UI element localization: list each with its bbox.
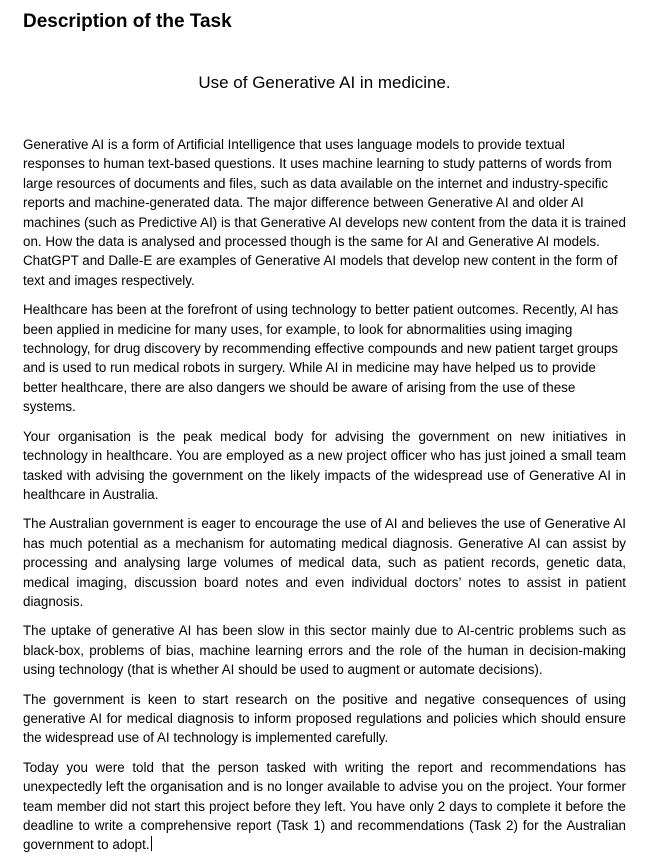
paragraph-organisation-role: Your organisation is the peak medical body for advising the government on new initiatives in technology in healthcare. You are employed as a new project officer who has just joined a small team tasked with advising the government on the likely impacts of the widespread use of Generative AI in healthcare in Australia. <box>23 428 626 502</box>
text-cursor <box>151 836 152 851</box>
paragraph-generative-ai-definition: Generative AI is a form of Artificial Intelligence that uses language models to provide textual responses to human text-based questions. It uses machine learning to study patterns of words from large resources of documents and files, such as data available on the internet and industry-specific reports and machine-generated data. The major difference between Generative AI and older AI machines (such as Predictive AI) is that Generative AI develops new content from the data it is trained on. How the data is analysed and processed though is the same for AI and Generative AI models. ChatGPT and Dalle-E are examples of Generative AI models that develop new content in the form of text and images respectively. <box>23 137 626 288</box>
paragraph-healthcare-ai: Healthcare has been at the forefront of using technology to better patient outcomes. Recently, AI has been applied in medicine for many uses, for example, to look for abnormalities using imaging technology, for drug discovery by recommending effective compounds and new patient target groups and is used to run medical robots in surgery. While AI in medicine may have helped us to provide better healthcare, there are also dangers we should be aware of arising from the use of these systems. <box>23 302 619 415</box>
document-heading: Description of the Task <box>23 11 232 32</box>
paragraph-research-intent: The government is keen to start research on the positive and negative consequences of using generative AI for medical diagnosis to inform proposed regulations and policies which should ensure the widespread use of AI technology is implemented carefully. <box>23 691 626 746</box>
paragraph-task-situation-text: Today you were told that the person tasked with writing the report and recommendations has unexpectedly left the organisation and is no longer available to advise you on the project. Your former team member did not start this project before they left. You have only 2 days to complete it before the deadline to write a comprehensive report (Task 1) and recommendations (Task 2) for the Australian government to adopt. <box>23 759 626 853</box>
document-page <box>23 0 626 865</box>
paragraph-task-situation[interactable] <box>23 758 626 855</box>
document-subtitle: Use of Generative AI in medicine. <box>198 73 451 92</box>
document-body <box>23 135 626 855</box>
paragraph-uptake-problems: The uptake of generative AI has been slow in this sector mainly due to AI-centric problems such as black-box, problems of bias, machine learning errors and the role of the human in decision-making using technology (that is whether AI should be used to augment or automate decisions). <box>23 623 626 678</box>
paragraph-government-goals: The Australian government is eager to encourage the use of AI and believes the use of Generative AI has much potential as a mechanism for automating medical diagnosis. Generative AI can assist by processing and analysing large volumes of medical data, such as patient records, genetic data, medical imaging, discussion board notes and even individual doctors’ notes to assist in patient diagnosis. <box>23 516 626 609</box>
